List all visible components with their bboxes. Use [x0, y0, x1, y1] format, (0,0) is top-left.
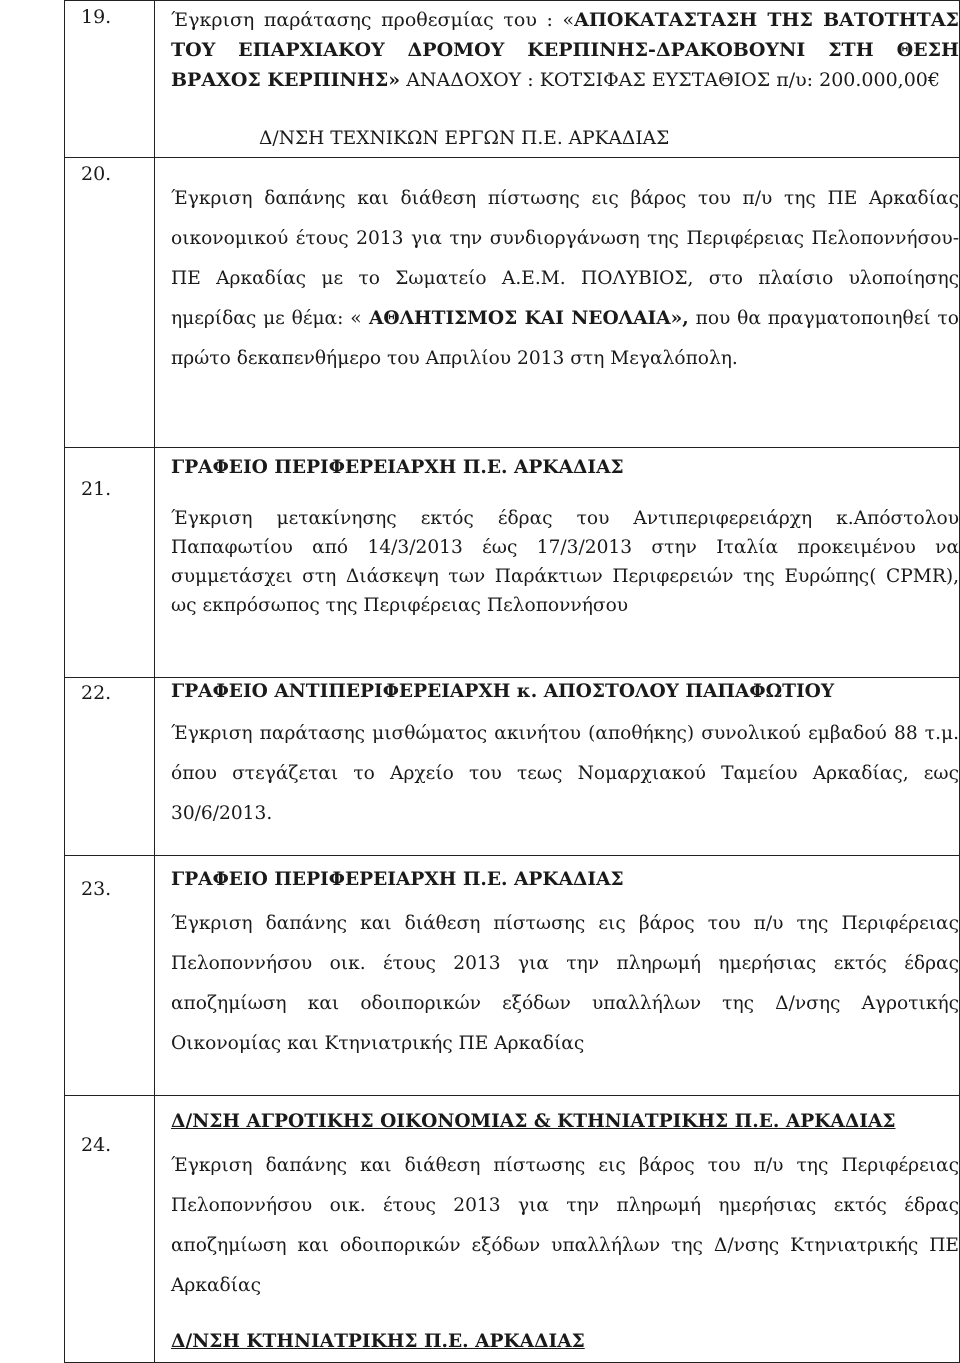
- item-number: 20.: [81, 163, 112, 185]
- item-number-cell: [65, 448, 155, 678]
- item-number-cell: [65, 1, 155, 158]
- item-text: Έγκριση δαπάνης και διάθεση πίστωσης εις βάρος του π/υ της Περιφέρειας Πελοποννήσου οικ. έτους 2013 για την πληρωμή ημερήσιας εκτός έδρας αποζημίωση και οδοιπορικών εξόδων υπαλλήλων της Δ/νσης Κτηνιατρικής ΠΕ Αρκαδίας: [171, 1155, 959, 1296]
- item-content-cell: [155, 1096, 960, 1363]
- item-number: 19.: [81, 6, 112, 28]
- item-heading: Δ/ΝΣΗ ΑΓΡΟΤΙΚΗΣ ΟΙΚΟΝΟΜΙΑΣ & ΚΤΗΝΙΑΤΡΙΚΗΣ Π.Ε. ΑΡΚΑΔΙΑΣ: [171, 1111, 896, 1132]
- item-number: 22.: [81, 682, 112, 704]
- item-content-cell: [155, 678, 960, 856]
- agenda-row: [65, 1, 960, 158]
- item-content-cell: [155, 856, 960, 1096]
- item-text: Έγκριση δαπάνης και διάθεση πίστωσης εις βάρος του π/υ της ΠΕ Αρκαδίας οικονομικού έτους 2013 για την συνδιοργάνωση της Περιφέρειας Πελοποννήσου-ΠΕ Αρκαδίας με το Σωματείο Α.Ε.Μ. ΠΟΛΥΒΙΟΣ, στο πλαίσιο υλοποίησης ημερίδας με θέμα: « ΑΘΛΗΤΙΣΜΟΣ ΚΑΙ ΝΕΟΛΑΙΑ», που θα πραγματοποιηθεί το πρώτο δεκαπενθήμερο του Απριλίου 2013 στη Μεγαλόπολη.: [171, 188, 959, 369]
- agenda-table: [64, 0, 960, 1363]
- item-number: 21.: [81, 478, 112, 500]
- agenda-row: [65, 856, 960, 1096]
- section-heading: Δ/ΝΣΗ ΚΤΗΝΙΑΤΡΙΚΗΣ Π.Ε. ΑΡΚΑΔΙΑΣ: [171, 1331, 585, 1352]
- item-heading: ΓΡΑΦΕΙΟ ΠΕΡΙΦΕΡΕΙΑΡΧΗ Π.Ε. ΑΡΚΑΔΙΑΣ: [171, 457, 624, 478]
- agenda-row: [65, 678, 960, 856]
- item-number-cell: [65, 158, 155, 448]
- item-heading: Δ/ΝΣΗ ΤΕΧΝΙΚΩΝ ΕΡΓΩΝ Π.Ε. ΑΡΚΑΔΙΑΣ: [259, 128, 670, 149]
- item-text: Έγκριση παράτασης μισθώματος ακινήτου (αποθήκης) συνολικού εμβαδού 88 τ.μ. όπου στεγάζεται το Αρχείο του τεως Νομαρχιακού Ταμείου Αρκαδίας, εως 30/6/2013.: [171, 723, 959, 824]
- item-content-cell: [155, 1, 960, 158]
- item-text: Έγκριση μετακίνησης εκτός έδρας του Αντιπεριφερειάρχη κ.Απόστολου Παπαφωτίου από 14/3/2013 έως 17/3/2013 στην Ιταλία προκειμένου να συμμετάσχει στη Διάσκεψη των Παράκτιων Περιφερειών της Ευρώπης( CPMR), ως εκπρόσωπος της Περιφέρειας Πελοποννήσου: [171, 508, 959, 616]
- item-heading: ΓΡΑΦΕΙΟ ΠΕΡΙΦΕΡΕΙΑΡΧΗ Π.Ε. ΑΡΚΑΔΙΑΣ: [171, 869, 624, 890]
- item-content-cell: [155, 448, 960, 678]
- agenda-row: [65, 448, 960, 678]
- item-number-cell: [65, 1096, 155, 1363]
- item-content-cell: [155, 158, 960, 448]
- item-number: 24.: [81, 1134, 112, 1156]
- agenda-row: [65, 1096, 960, 1363]
- item-text: Έγκριση παράτασης προθεσμίας του : «ΑΠΟΚΑΤΑΣΤΑΣΗ ΤΗΣ ΒΑΤΟΤΗΤΑΣ ΤΟΥ ΕΠΑΡΧΙΑΚΟΥ ΔΡΟΜΟΥ ΚΕΡΠΙΝΗΣ-ΔΡΑΚΟΒΟΥΝΙ ΣΤΗ ΘΕΣΗ ΒΡΑΧΟΣ ΚΕΡΠΙΝΗΣ» ΑΝΑΔΟΧΟΥ : ΚΟΤΣΙΦΑΣ ΕΥΣΤΑΘΙΟΣ π/υ: 200.000,00€: [171, 9, 959, 91]
- agenda-row: [65, 158, 960, 448]
- item-number-cell: [65, 678, 155, 856]
- item-text: Έγκριση δαπάνης και διάθεση πίστωσης εις βάρος του π/υ της Περιφέρειας Πελοποννήσου οικ. έτους 2013 για την πληρωμή ημερήσιας εκτός έδρας αποζημίωση και οδοιπορικών εξόδων υπαλλήλων της Δ/νσης Αγροτικής Οικονομίας και Κτηνιατρικής ΠΕ Αρκαδίας: [171, 913, 959, 1054]
- item-number-cell: [65, 856, 155, 1096]
- item-heading: ΓΡΑΦΕΙΟ ΑΝΤΙΠΕΡΙΦΕΡΕΙΑΡΧΗ κ. ΑΠΟΣΤΟΛΟΥ ΠΑΠΑΦΩΤΙΟΥ: [171, 681, 835, 702]
- item-number: 23.: [81, 878, 112, 900]
